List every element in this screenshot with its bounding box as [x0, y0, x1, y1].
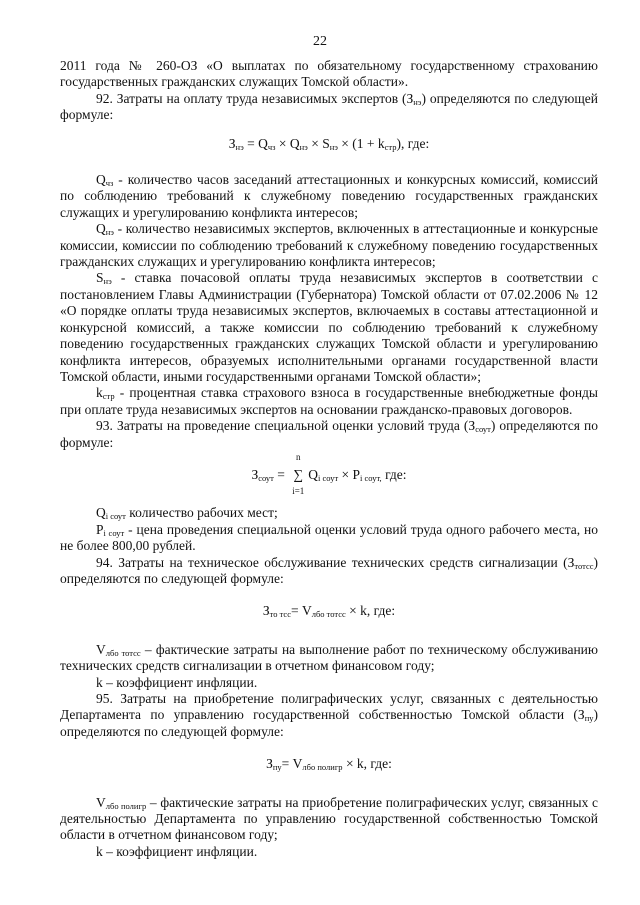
- formula-sub: стр: [384, 141, 397, 152]
- formula-sub: пу: [272, 762, 282, 773]
- text: k – коэффициент инфляции.: [96, 843, 258, 859]
- formula-part: × k, где:: [342, 756, 392, 772]
- formula-sub: i соут,: [360, 472, 382, 483]
- formula-part: З: [266, 756, 273, 772]
- formula-sub: лбо тотсс: [311, 609, 346, 620]
- definition-q-experts: [60, 221, 598, 270]
- text: P: [96, 521, 104, 537]
- subscript: нэ: [105, 227, 114, 238]
- formula-alarm-maintenance: [60, 603, 598, 619]
- formula-part: = V: [290, 603, 312, 619]
- definition-k-inflation: [60, 675, 598, 691]
- subscript: чз: [105, 178, 114, 189]
- text: - процентная ставка страхового взноса в государственные внебюджетные фонды при оплате труда независимых экспертов на основании гражданско-правовых договоров.: [60, 385, 598, 417]
- formula-part: × k, где:: [345, 603, 396, 619]
- formula-sub: нэ: [299, 141, 308, 152]
- definition-k-insurance: [60, 385, 598, 418]
- formula-part: З: [251, 466, 259, 482]
- formula-sub: чз: [267, 141, 276, 152]
- definition-k-inflation-2: [60, 844, 598, 860]
- formula-sub: нэ: [235, 141, 244, 152]
- formula-part: З: [228, 135, 236, 151]
- formula-sub: лбо полигр: [302, 762, 343, 773]
- formula-labor-assessment: [60, 451, 598, 497]
- summation-sign: [288, 451, 308, 497]
- subscript: тотсс: [574, 560, 594, 571]
- formula-sub: i соут: [318, 472, 339, 483]
- text: Q: [96, 221, 106, 237]
- text: V: [96, 794, 106, 810]
- formula-part: где:: [381, 466, 407, 482]
- formula-part: = Q: [243, 135, 268, 151]
- text: Q: [96, 505, 106, 521]
- text: ) определяются по формуле:: [60, 418, 598, 450]
- subscript: соут: [475, 424, 491, 435]
- text: ) определяются по следующей формуле:: [60, 554, 598, 586]
- text: 94. Затраты на техническое обслуживание технических средств сигнализации (З: [96, 554, 575, 570]
- text: - ставка почасовой оплаты труда независимых экспертов в соответствии с постановлением Главы Администрации (Губернатора) Томской области от 07.02.2006 № 12 «О порядке оплаты труда независимых экспертов, включаемых в составы аттестационной и конкурсной комиссий, а также комиссии по соблюдению требований к служебному поведению государственных гражданских служащих Томской области и урегулированию конфликта интересов, образуемых исполнительными органами государственной власти Томской области, иными государственными органами Томской области»;: [60, 270, 598, 384]
- formula-printing: [60, 756, 598, 772]
- formula-part: =: [273, 466, 289, 482]
- sum-lower-limit: i=1: [292, 486, 305, 497]
- paragraph-law-ref: [60, 58, 598, 91]
- subscript: i соут: [105, 511, 126, 522]
- paragraph-93: [60, 418, 598, 451]
- text: - количество независимых экспертов, включенных в аттестационные и конкурсные комиссии, комиссии по соблюдению требований к служебному поведению государственных гражданских служащих и урегулированию конфликта интересов;: [60, 221, 598, 270]
- sigma-symbol: ∑: [293, 466, 304, 482]
- text: – фактические затраты на выполнение работ по техническому обслуживанию технических средств сигнализации в отчетном финансовом году;: [60, 641, 598, 674]
- formula-sub: соут: [258, 472, 274, 483]
- subscript: нэ: [103, 276, 112, 287]
- text: k – коэффициент инфляции.: [96, 674, 258, 690]
- paragraph-92: [60, 91, 598, 124]
- definition-q-workplaces: [60, 505, 598, 521]
- text: - количество часов заседаний аттестационных и конкурсных комиссий, комиссий по соблюдению требований к служебному поведению государственных гражданских служащих и урегулированию конфликта интересов;: [60, 172, 598, 220]
- text: 95. Затраты на приобретение полиграфических услуг, связанных с деятельностью Департамента по управлению государственной собственностью Томской области (З: [60, 691, 598, 723]
- text: Q: [96, 172, 106, 188]
- formula-part: × P: [338, 466, 361, 482]
- formula-part: Q: [308, 466, 319, 482]
- text: 92. Затраты на оплату труда независимых экспертов (З: [96, 90, 414, 106]
- text: ) определяются по следующей формуле:: [60, 90, 598, 123]
- subscript: i соут: [103, 527, 125, 538]
- paragraph-95: [60, 691, 598, 740]
- formula-part: ), где:: [396, 135, 430, 151]
- text: k: [96, 385, 103, 401]
- page-content: [60, 58, 598, 860]
- formula-part: × Q: [275, 135, 300, 151]
- subscript: лбо тотсс: [105, 647, 141, 658]
- subscript: стр: [102, 391, 115, 402]
- text: S: [96, 270, 104, 286]
- text: - цена проведения специальной оценки условий труда одного рабочего места, но не более 800,00 рублей.: [60, 521, 599, 554]
- subscript: нэ: [413, 96, 422, 107]
- subscript: лбо полигр: [105, 800, 147, 811]
- formula-sub: нэ: [329, 141, 338, 152]
- text: – фактические затраты на приобретение полиграфических услуг, связанных с деятельностью Департамента по управлению государственной собственностью Томской области в отчетном финансовом году;: [60, 794, 598, 843]
- text: V: [96, 641, 106, 657]
- formula-part: З: [262, 603, 270, 619]
- formula-experts: [60, 136, 598, 152]
- formula-part: × S: [307, 135, 330, 151]
- text: 2011 года № 260-ОЗ «О выплатах по обязательному государственному страхованию государственных гражданских служащих Томской области».: [60, 58, 598, 90]
- definition-q-hours: [60, 172, 598, 221]
- page-number: 22: [313, 34, 327, 49]
- definition-v-printing: [60, 795, 598, 844]
- definition-p-price: [60, 522, 598, 555]
- sum-upper-limit: n: [296, 451, 301, 462]
- subscript: пу: [584, 713, 594, 724]
- text: ) определяются по следующей формуле:: [60, 707, 598, 739]
- definition-s-rate: [60, 270, 598, 385]
- paragraph-94: [60, 555, 598, 588]
- text: количество рабочих мест;: [125, 505, 278, 521]
- formula-part: = V: [281, 756, 303, 772]
- formula-part: × (1 + k: [337, 135, 385, 151]
- text: 93. Затраты на проведение специальной оценки условий труда (З: [96, 418, 476, 434]
- formula-sub: то тсс: [269, 609, 291, 620]
- definition-v-alarm: [60, 642, 598, 675]
